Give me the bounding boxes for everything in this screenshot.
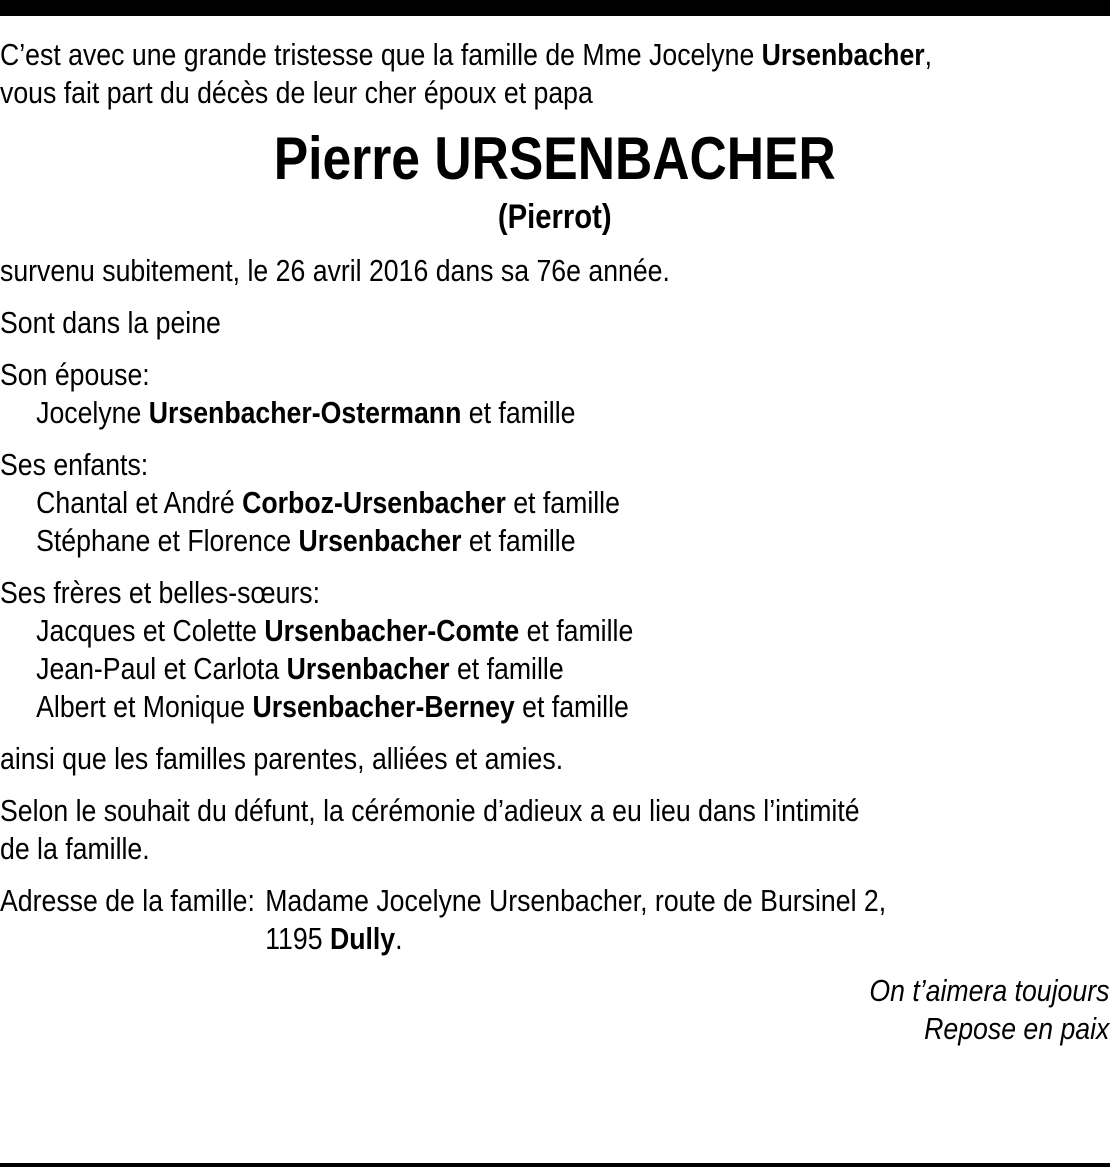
obituary-notice — [0, 36, 1110, 1048]
intro-line-1: C’est avec une grande tristesse que la famille de Mme Jocelyne Ursenbacher, — [0, 37, 933, 72]
spouse-heading: Son épouse: — [0, 357, 150, 392]
intro-line-2: vous fait part du décès de leur cher époux et papa — [0, 75, 593, 110]
address-city: Dully — [329, 921, 396, 956]
closing-line-2: Repose en paix — [924, 1011, 1110, 1046]
list-item: Albert et Monique Ursenbacher-Berney et famille — [36, 689, 629, 724]
list-item: Jocelyne Ursenbacher-Ostermann et famille — [36, 395, 576, 430]
list-item: Stéphane et Florence Ursenbacher et famille — [36, 523, 576, 558]
address-street: Madame Jocelyne Ursenbacher, route de Bursinel 2, — [265, 883, 887, 918]
top-rule — [0, 0, 1110, 16]
bottom-rule — [0, 1163, 1110, 1167]
siblings-heading: Ses frères et belles-sœurs: — [0, 575, 321, 610]
children-heading: Ses enfants: — [0, 447, 149, 482]
closing-line-1: On t’aimera toujours — [869, 973, 1110, 1008]
ceremony-line-1: Selon le souhait du défunt, la cérémonie d’adieux a eu lieu dans l’intimité — [0, 793, 860, 828]
address-label: Adresse de la famille: — [0, 883, 255, 918]
grief-line: Sont dans la peine — [0, 305, 221, 340]
death-line: survenu subitement, le 26 avril 2016 dans sa 76e année. — [0, 253, 670, 288]
deceased-name: Pierre URSENBACHER — [273, 125, 836, 192]
list-item: Jacques et Colette Ursenbacher-Comte et famille — [36, 613, 634, 648]
list-item: Jean-Paul et Carlota Ursenbacher et famille — [36, 651, 564, 686]
list-item: Chantal et André Corboz-Ursenbacher et famille — [36, 485, 620, 520]
address-city-line: 1195 Dully. — [265, 921, 403, 956]
deceased-nickname: (Pierrot) — [497, 198, 612, 236]
address-value — [255, 882, 886, 958]
family-address — [0, 882, 955, 958]
ceremony-line-2: de la famille. — [0, 831, 150, 866]
family-name: Ursenbacher — [761, 37, 925, 72]
relatives-line: ainsi que les familles parentes, alliées et amies. — [0, 741, 564, 776]
